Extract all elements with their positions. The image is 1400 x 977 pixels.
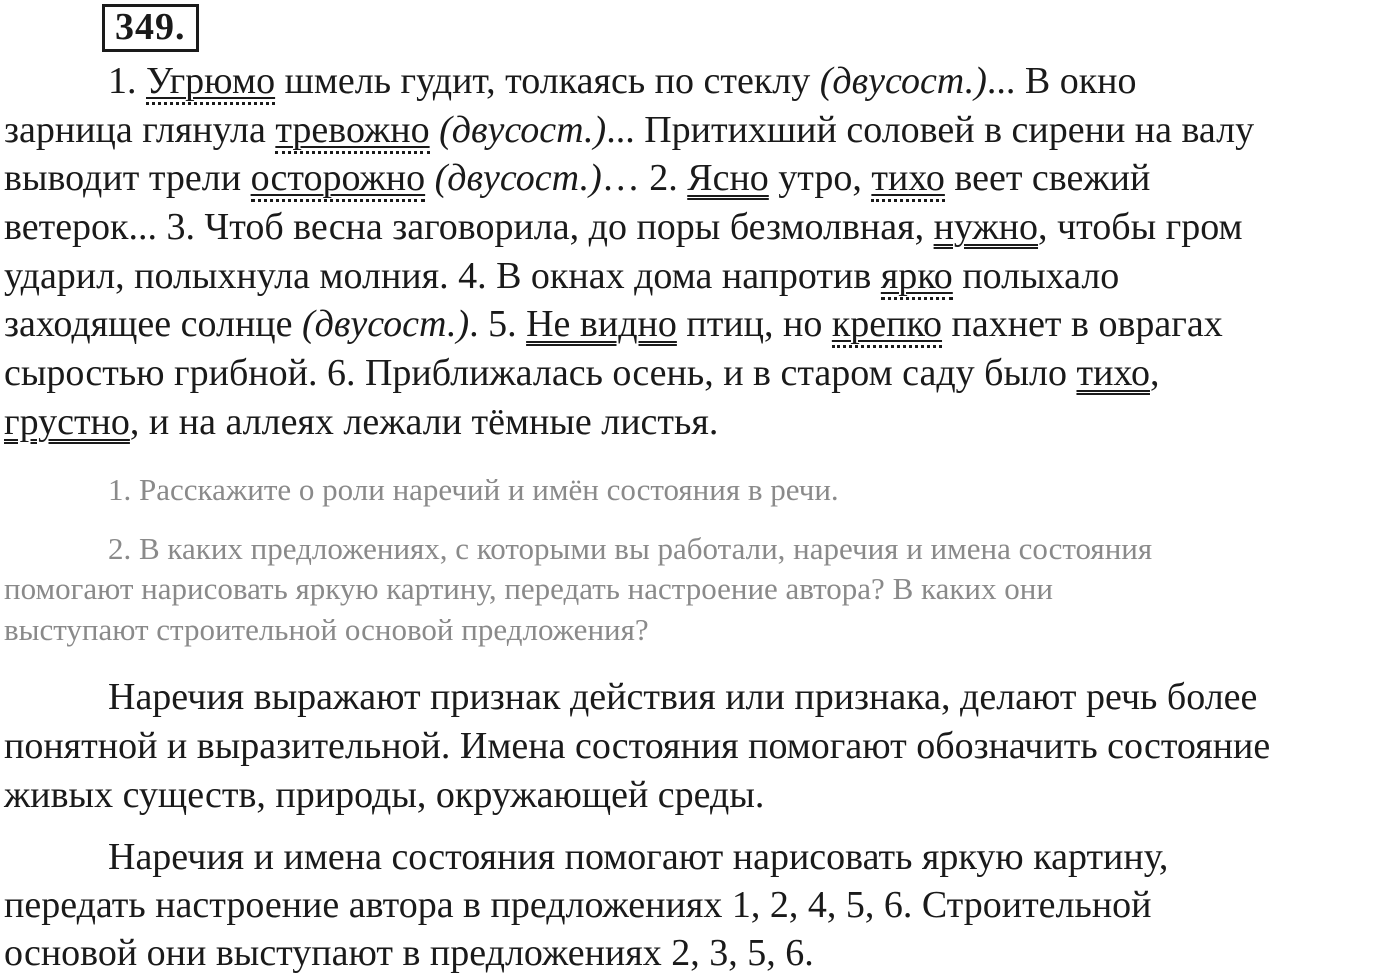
predicate-underlined: Ясно bbox=[687, 157, 769, 200]
answer-1-line-2: понятной и выразительной. Имена состояния помогают обозначить состояние bbox=[4, 725, 1271, 767]
text-line-4: ветерок... 3. Чтоб весна заговорила, до поры безмолвная, нужно, чтобы гром bbox=[4, 206, 1243, 249]
questions-block bbox=[4, 470, 1396, 650]
text-line-5: ударил, полыхнула молния. 4. В окнах дома напротив ярко полыхало bbox=[4, 252, 1396, 301]
answer-2-line-3: основой они выступают в предложениях 2, 3, 5, 6. bbox=[4, 932, 814, 974]
note-italic: (двусост.) bbox=[434, 157, 602, 200]
question-2-line-2: помогают нарисовать яркую картину, передать настроение автора? В каких они bbox=[4, 571, 1053, 606]
question-2-line-3: выступают строительной основой предложения? bbox=[4, 611, 649, 647]
text-line-2: зарница глянула тревожно (двусост.)... Притихший соловей в сирени на валу bbox=[4, 106, 1396, 155]
adverb-underlined: тревожно bbox=[275, 109, 429, 154]
adverb-underlined: крепко bbox=[832, 303, 942, 348]
answer-paragraph-2 bbox=[4, 833, 1400, 977]
adverb-underlined: тихо bbox=[871, 157, 945, 202]
exercise-number: 349. bbox=[102, 4, 199, 52]
answer-2-line-2: передать настроение автора в предложениях 1, 2, 4, 5, 6. Строительной bbox=[4, 884, 1152, 926]
text-line-6: заходящее солнце (двусост.). 5. Не видно птиц, но крепко пахнет в оврагах bbox=[4, 300, 1396, 349]
exercise-text bbox=[4, 57, 1396, 447]
predicate-underlined: нужно bbox=[933, 206, 1039, 249]
predicate-underlined: Не видно bbox=[526, 303, 677, 346]
text-line-7: сыростью грибной. 6. Приближалась осень, и в старом саду было тихо, bbox=[4, 352, 1160, 395]
answer-paragraph-1 bbox=[4, 673, 1400, 820]
answer-1-line-1: Наречия выражают признак действия или признака, делают речь более bbox=[108, 676, 1258, 718]
predicate-underlined: тихо bbox=[1076, 352, 1150, 395]
answer-2-line-1: Наречия и имена состояния помогают нарисовать яркую картину, bbox=[108, 836, 1169, 878]
note-italic: (двусост.) bbox=[302, 303, 470, 346]
adverb-underlined: ярко bbox=[881, 255, 953, 300]
question-1: 1. Расскажите о роли наречий и имён состояния в речи. bbox=[108, 472, 839, 507]
answer-1-line-3: живых существ, природы, окружающей среды. bbox=[4, 774, 765, 816]
adverb-underlined: Угрюмо bbox=[146, 60, 275, 105]
note-italic: (двусост.) bbox=[819, 60, 987, 102]
predicate-underlined: грустно bbox=[4, 400, 130, 443]
question-2-line-1: 2. В каких предложениях, с которыми вы работали, наречия и имена состояния bbox=[108, 530, 1153, 566]
note-italic: (двусост.) bbox=[439, 108, 607, 151]
adverb-underlined: осторожно bbox=[251, 157, 426, 202]
text-line-8: грустно, и на аллеях лежали тёмные листья. bbox=[4, 400, 719, 443]
text-line-1: 1. Угрюмо шмель гудит, толкаясь по стеклу (двусост.)... В окно bbox=[4, 57, 1396, 106]
text-line-3: выводит трели осторожно (двусост.)… 2. Ясно утро, тихо веет свежий bbox=[4, 154, 1396, 203]
